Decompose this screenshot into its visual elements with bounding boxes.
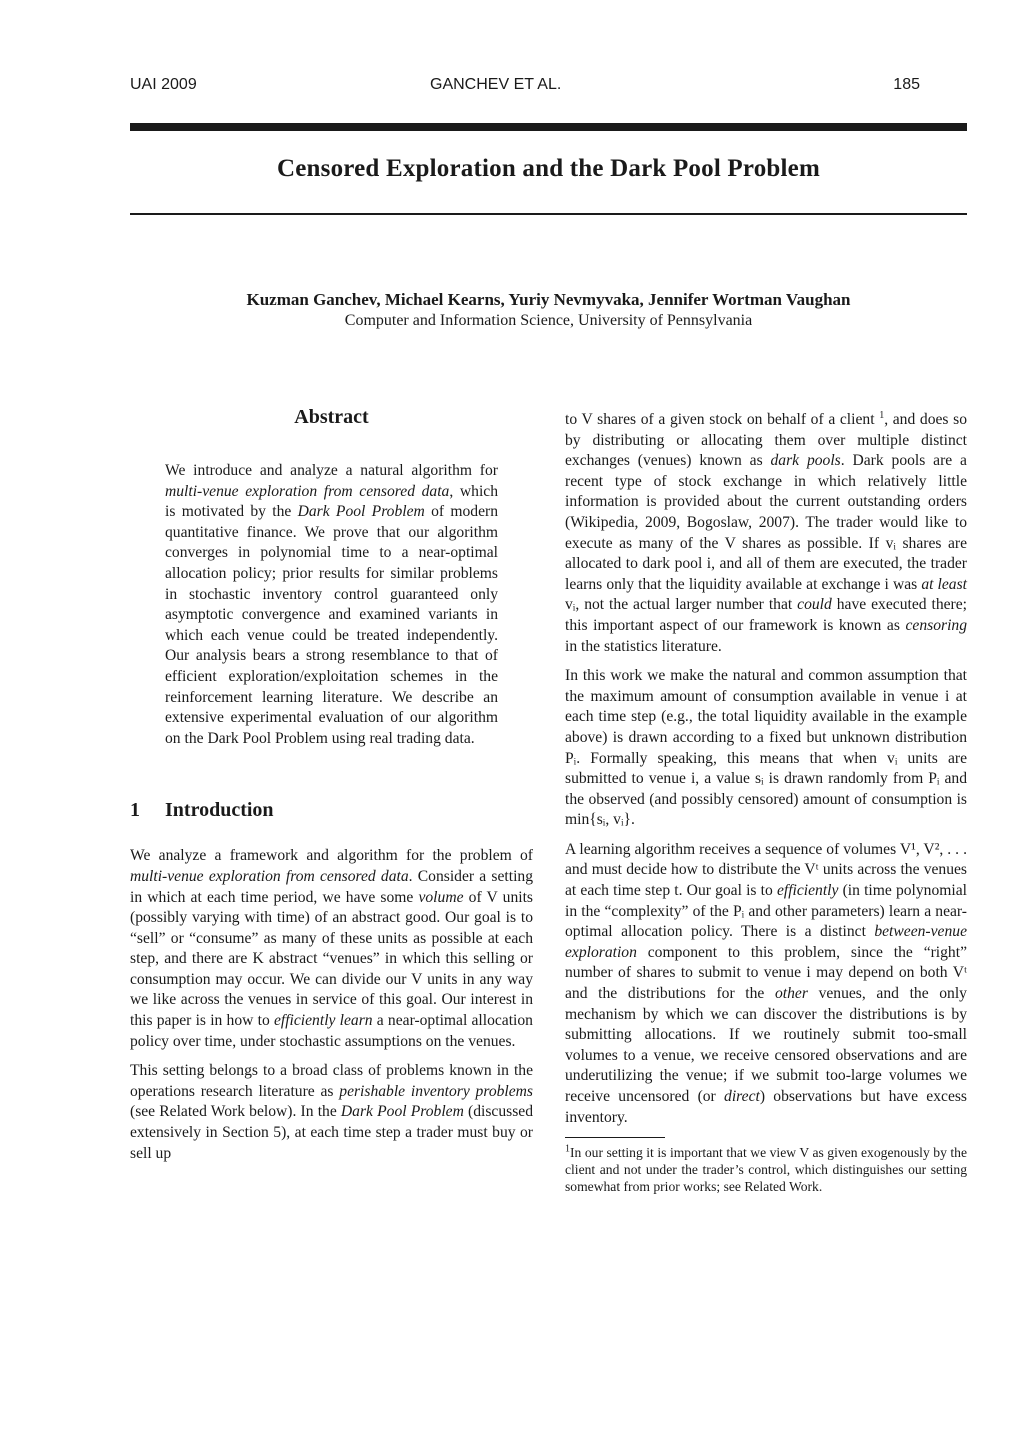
running-header xyxy=(130,76,920,100)
affiliation: Computer and Information Science, University of Pennsylvania xyxy=(344,312,753,329)
title-bottom-rule xyxy=(130,213,967,215)
left-column xyxy=(130,406,533,1173)
intro-paragraph-3: to V shares of a given stock on behalf of a client $^1$, and does so by distributing or allocating them over multiple distinct exchanges (venues) known as dark pools. Dark pools are a recent type of stock exchange in which relatively little information is provided about the current outstanding orders (Wikipedia, 2009, Bogoslaw, 2007). The trader would like to execute as many of the V shares as possible. If vᵢ shares are allocated to dark pool i, and all of them are executed, the trader learns only that the liquidity available at exchange i was at least vᵢ, not the actual larger number that could have executed there; this important aspect of our framework is known as censoring in the statistics literature. xyxy=(565,409,968,655)
footnote-ref: 1 xyxy=(879,409,885,421)
footnote xyxy=(565,1144,967,1195)
intro-paragraph-4: In this work we make the natural and common assumption that the maximum amount of consumption available in venue i at each time step (e.g., the total liquidity available in the example above) is drawn according to a fixed but unknown distribution Pᵢ. Formally speaking, this means that when vᵢ units are submitted to venue i, a value sᵢ is drawn randomly from Pᵢ and the observed (and possibly censored) amount of consumption is min{sᵢ, vᵢ}. xyxy=(565,667,967,829)
page-number: 185 xyxy=(893,76,920,93)
title-top-rule xyxy=(130,123,967,131)
section-heading-introduction xyxy=(130,799,533,822)
right-column xyxy=(565,410,967,1195)
intro-paragraph-1: We analyze a framework and algorithm for the problem of multi-venue exploration from censored data. Consider a setting in which at each time period, we have some volume of V units (possibly varying with time) of an abstract good. Our goal is to “sell” or “consume” as many of these units as possible at each step, and there are K abstract “venues” in which this selling or consumption may occur. We can divide our V units in any way we like across the venues in service of this goal. Our interest in this paper is in how to efficiently learn a near-optimal allocation policy over time, under stochastic assumptions on the venues. xyxy=(130,847,533,1050)
section-title: Introduction xyxy=(165,799,274,822)
abstract-body: We introduce and analyze a natural algorithm for multi-venue exploration from censored data, which is motivated by the Dark Pool Problem of modern quantitative finance. We prove that our algorithm converges in polynomial time to a near-optimal allocation policy; prior results for similar problems in stochastic inventory control guaranteed only asymptotic convergence and examined variants in which each venue could be treated independently. Our analysis bears a strong resemblance to that of efficient exploration/exploitation schemes in the reinforcement learning literature. We describe an extensive experimental evaluation of our algorithm on the Dark Pool Problem using real trading data. xyxy=(165,462,499,747)
intro-paragraph-2: This setting belongs to a broad class of problems known in the operations research literature as perishable inventory problems (see Related Work below). In the Dark Pool Problem (discussed extensively in Section 5), at each time step a trader must buy or sell up xyxy=(130,1062,533,1162)
paper-title: Censored Exploration and the Dark Pool Problem xyxy=(276,155,820,182)
footnote-rule xyxy=(565,1137,665,1138)
venue-label: UAI 2009 xyxy=(130,76,197,93)
intro-paragraph-5: A learning algorithm receives a sequence of volumes V¹, V², . . . and must decide how to distribute the Vᵗ units across the venues at each time step t. Our goal is to efficiently (in time polynomial in the “complexity” of the Pᵢ and other parameters) learn a near-optimal allocation policy. There is a distinct between-venue exploration component to this problem, since the “right” number of shares to submit to venue i may depend on both Vᵗ and the distributions for the other venues, and the only mechanism by which we can discover the distributions is by submitting allocations. If we routinely submit too-small volumes to a venue, we receive censored observations and are underutilizing the venue; if we submit too-large volumes we receive uncensored (or direct) observations but have excess inventory. xyxy=(565,840,967,1126)
section-number: 1 xyxy=(130,799,140,822)
footnote-text: In our setting it is important that we view V as given exogenously by the client and not under the trader’s control, which distinguishes our setting somewhat from prior works; see Related Work. xyxy=(565,1145,967,1195)
author-list: Kuzman Ganchev, Michael Kearns, Yuriy Nevmyvaka, Jennifer Wortman Vaughan xyxy=(246,290,851,309)
abstract-heading: Abstract xyxy=(294,406,369,428)
running-authors: GANCHEV ET AL. xyxy=(430,76,562,93)
footnote-mark: 1 xyxy=(565,1143,570,1155)
